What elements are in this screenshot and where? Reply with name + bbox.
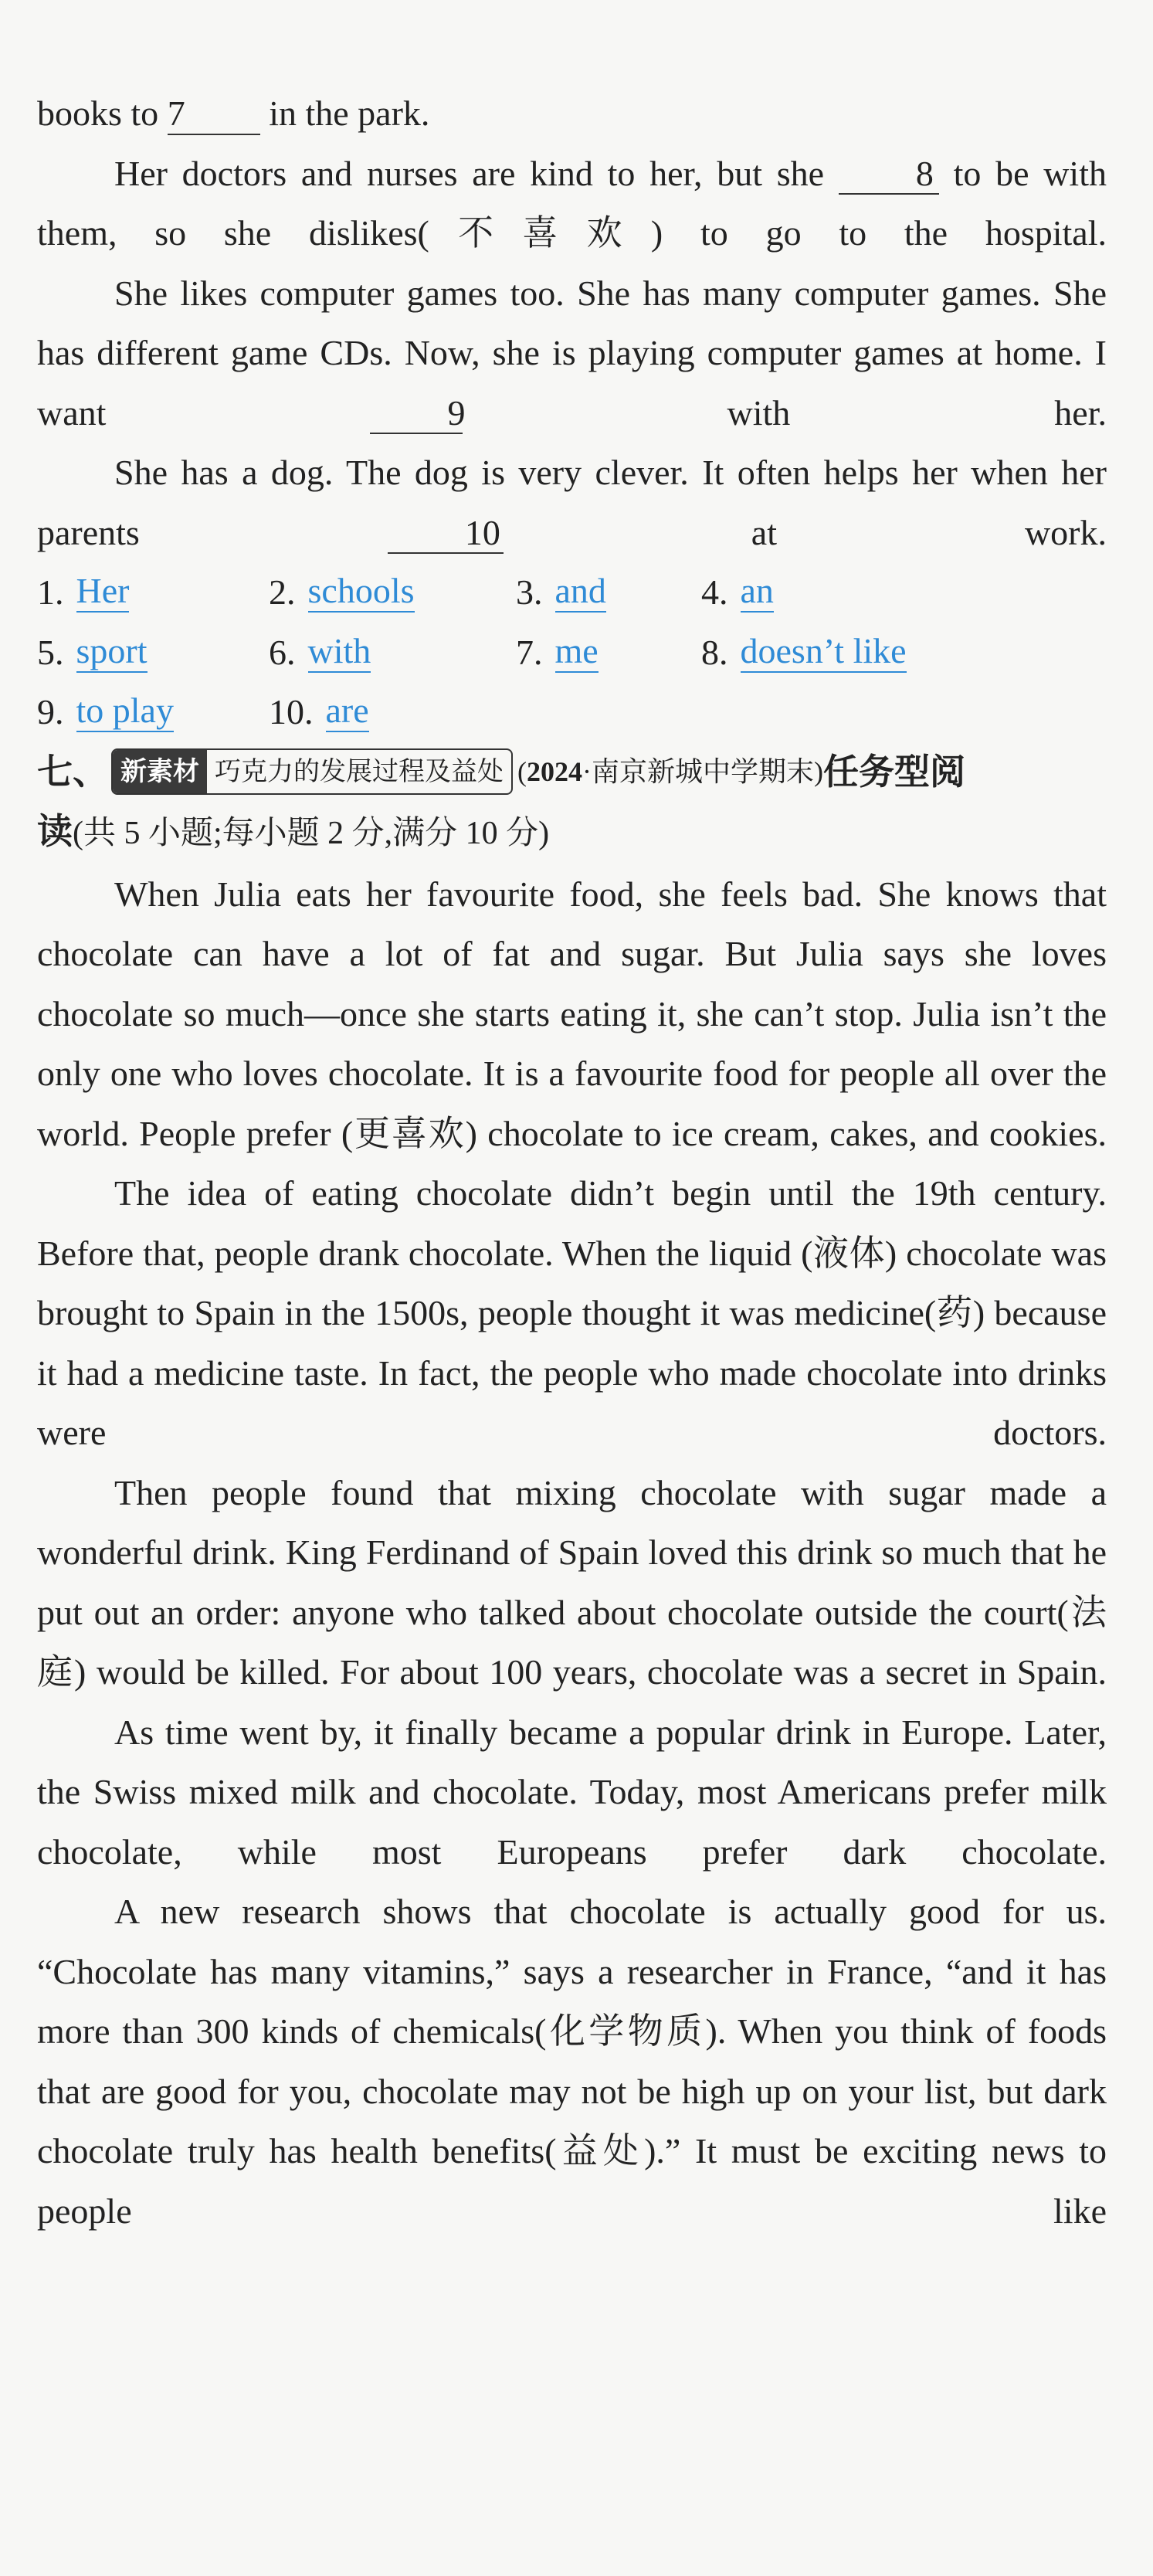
paragraph <box>37 443 1107 562</box>
passage-one <box>37 83 1107 2241</box>
answer-number: 1. <box>37 572 64 612</box>
section-number: 七、 <box>37 752 108 792</box>
answer-item <box>701 562 774 623</box>
paragraph: Then people found that mixing chocolate with sugar made a wonderful drink. King Ferdinand of Spain loved this drink so much that he put out an order: anyone who talked about chocolate outside the court(法庭) would be killed. For about 100 years, chocolate was a secret in Spain. <box>37 1472 1107 1692</box>
task-type: 任务型阅 <box>822 750 965 792</box>
blank-8: 8 <box>839 154 939 195</box>
instructions: (共 5 小题;每小题 2 分,满分 10 分) <box>73 816 550 851</box>
blank-7: 7 <box>168 94 260 135</box>
answer-value: doesn’t like <box>741 632 907 673</box>
source-school: ·南京新城中学期末) <box>582 755 823 787</box>
answer-item <box>269 682 369 742</box>
task-type-cont: 读 <box>37 810 73 852</box>
answer-number: 10. <box>269 692 314 731</box>
blank-9: 9 <box>370 394 463 435</box>
answer-number: 9. <box>37 692 64 731</box>
new-material-badge <box>111 748 513 795</box>
source-label <box>517 742 823 803</box>
answer-value: are <box>326 691 369 732</box>
paragraph <box>37 263 1107 443</box>
answer-row <box>37 623 1107 683</box>
answer-item <box>37 562 269 623</box>
badge-tag: 新素材 <box>113 750 207 793</box>
answer-item <box>516 623 701 683</box>
section-instructions-line <box>37 802 1107 864</box>
answer-number: 8. <box>701 632 728 672</box>
badge-topic: 巧克力的发展过程及益处 <box>215 755 504 787</box>
answer-value: schools <box>308 572 415 613</box>
answer-row <box>37 682 1107 742</box>
paragraph <box>37 144 1107 263</box>
answer-number: 2. <box>269 572 296 612</box>
passage-one-line <box>37 83 1107 144</box>
answer-number: 3. <box>516 572 543 612</box>
text-segment: She has a dog. The dog is very clever. It often helps her when her parents <box>37 453 1107 552</box>
answer-item <box>37 682 269 742</box>
paragraph: A new research shows that chocolate is actually good for us. “Chocolate has many vitamins,” says a researcher in France, “and it has more than 300 kinds of chemicals(化学物质). When you think of foods that are good for you, chocolate may not be high up on your list, but dark chocolate truly has health benefits(益处).” It must be exciting news to people like <box>37 1892 1107 2231</box>
answer-number: 4. <box>701 572 728 612</box>
text-segment: to be with them, so she dislikes(不喜欢) to go to the hospital. <box>37 153 1107 253</box>
answer-value: and <box>555 572 606 613</box>
answer-value: to play <box>76 691 174 732</box>
text-segment: She likes computer games too. She has many computer games. She has different game CDs. Now, she is playing computer games at home. I want <box>37 273 1107 433</box>
source-open: ( <box>517 755 527 787</box>
blank-10: 10 <box>388 514 504 555</box>
answer-value: sport <box>76 632 148 673</box>
text-segment: Her doctors and nurses are kind to her, but she <box>114 153 825 193</box>
section-heading <box>37 742 1107 803</box>
answer-item <box>516 562 701 623</box>
answer-number: 7. <box>516 632 543 672</box>
text-segment: books to <box>37 93 159 133</box>
source-year: 2024 <box>527 755 582 787</box>
paragraph: As time went by, it finally became a popular drink in Europe. Later, the Swiss mixed milk and chocolate. Today, most Americans prefer milk chocolate, while most Europeans prefer dark chocolate. <box>37 1712 1107 1872</box>
answer-number: 5. <box>37 632 64 672</box>
answer-row <box>37 562 1107 623</box>
answer-item <box>37 623 269 683</box>
answer-value: me <box>555 632 599 673</box>
answer-key <box>37 562 1107 742</box>
answer-item <box>269 623 516 683</box>
answer-value: Her <box>76 572 130 613</box>
answer-value: with <box>308 632 371 673</box>
text-segment: at work. <box>751 512 1107 552</box>
answer-value: an <box>741 572 774 613</box>
text-segment: in the park. <box>269 93 430 133</box>
text-segment: with her. <box>727 392 1107 433</box>
answer-number: 6. <box>269 632 296 672</box>
paragraph: When Julia eats her favourite food, she feels bad. She knows that chocolate can have a lot of fat and sugar. But Julia says she loves chocolate so much—once she starts eating it, she can’t stop. Julia isn’t the only one who loves chocolate. It is a favourite food for people all over the world. People prefer (更喜欢) chocolate to ice cream, cakes, and cookies. <box>37 874 1107 1153</box>
answer-item <box>269 562 516 623</box>
answer-item <box>701 623 907 683</box>
paragraph: The idea of eating chocolate didn’t begin until the 19th century. Before that, people drank chocolate. When the liquid (液体) chocolate was brought to Spain in the 1500s, people thought it was medicine(药) because it had a medicine taste. In fact, the people who made chocolate into drinks were doctors. <box>37 1173 1107 1452</box>
